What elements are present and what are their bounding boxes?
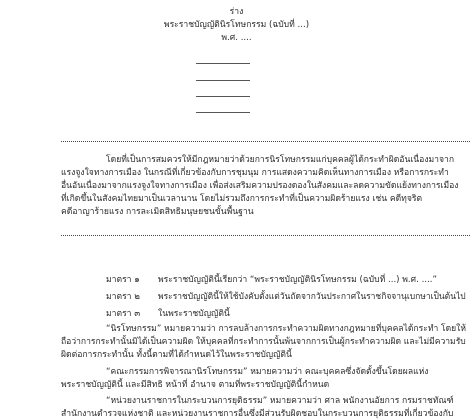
section-label: มาตรา ๓ — [106, 309, 141, 319]
definition-line: ถือว่าการกระทำนั้นมิได้เป็นความผิด ให้บุคคลที่กระทำการนั้นพ้นจากการเป็นผู้กระทำความผิด และไม่มีความรับ — [61, 337, 466, 347]
signature-rule-1 — [196, 63, 250, 64]
separator-line — [61, 141, 470, 142]
act-title: พระราชบัญญัตินิรโทษกรรม (ฉบับที่ ...) — [163, 20, 310, 30]
definition-line: ผิดต่อการกระทำนั้น ทั้งนี้ตามที่ได้กำหนดไว้ในพระราชบัญญัตินี้ — [61, 350, 292, 360]
preamble-line: โดยที่เป็นการสมควรให้มีกฎหมายว่าด้วยการนิรโทษกรรมแก่บุคคลผู้ได้กระทำผิดอันเนื่องมาจาก — [106, 155, 455, 165]
section-text: พระราชบัญญัตินี้เรียกว่า “พระราชบัญญัตินิรโทษกรรม (ฉบับที่ ...) พ.ศ. ....” — [158, 275, 437, 285]
act-year: พ.ศ. .... — [221, 33, 252, 43]
definition-line: “คณะกรรมการพิจารณานิรโทษกรรม” หมายความว่า คณะบุคคลซึ่งจัดตั้งขึ้นโดยผลแห่ง — [106, 367, 429, 377]
definition-line: สำนักงานตำรวจแห่งชาติ และหน่วยงานราชการอื่นซึ่งมีส่วนรับผิดชอบในกระบวนการยุติธรรมที่เกี่ยวข้องกับ — [61, 409, 454, 419]
section-text: พระราชบัญญัตินี้ให้ใช้บังคับตั้งแต่วันถัดจากวันประกาศในราชกิจจานุเบกษาเป็นต้นไป — [158, 292, 466, 302]
definition-line: พระราชบัญญัตินี้ และมีสิทธิ หน้าที่ อำนาจ ตามที่พระราชบัญญัตินี้กำหนด — [61, 380, 330, 390]
separator-line — [61, 235, 470, 236]
definition-line: “นิรโทษกรรม” หมายความว่า การลบล้างการกระทำความผิดทางกฎหมายที่บุคคลได้กระทำ โดยให้ — [106, 324, 467, 334]
preamble-line: อื่นอันเนื่องมาจากแรงจูงใจทางการเมือง เพื่อส่งเสริมความปรองดองในสังคมและลดความขัดแย้งทางการเมือง — [61, 181, 459, 191]
preamble-line: แรงจูงใจทางการเมือง ในกรณีที่เกี่ยวข้องกับการชุมนุม การแสดงความคิดเห็นทางการเมือง หรือการกระทำ — [61, 168, 449, 178]
signature-rule-2 — [196, 80, 250, 81]
definition-line: “หน่วยงานราชการในกระบวนการยุติธรรม” หมายความว่า ศาล พนักงานอัยการ กรมราชทัณฑ์ — [106, 396, 454, 406]
section-label: มาตรา ๒ — [106, 292, 140, 302]
draft-label: ร่าง — [229, 7, 244, 17]
section-text: ในพระราชบัญญัตินี้ — [158, 309, 230, 319]
preamble-line: คดีอาญาร้ายแรง การละเมิดสิทธิมนุษยชนขั้นพื้นฐาน — [61, 207, 254, 217]
section-label: มาตรา ๑ — [106, 275, 140, 285]
preamble-line: ที่เกิดขึ้นในสังคมไทยมาเป็นเวลานาน โดยไม่รวมถึงการกระทำที่เป็นความผิดร้ายแรง เช่น คดีทุจริต — [61, 194, 423, 204]
signature-rule-4 — [196, 112, 250, 113]
signature-rule-3 — [196, 96, 250, 97]
